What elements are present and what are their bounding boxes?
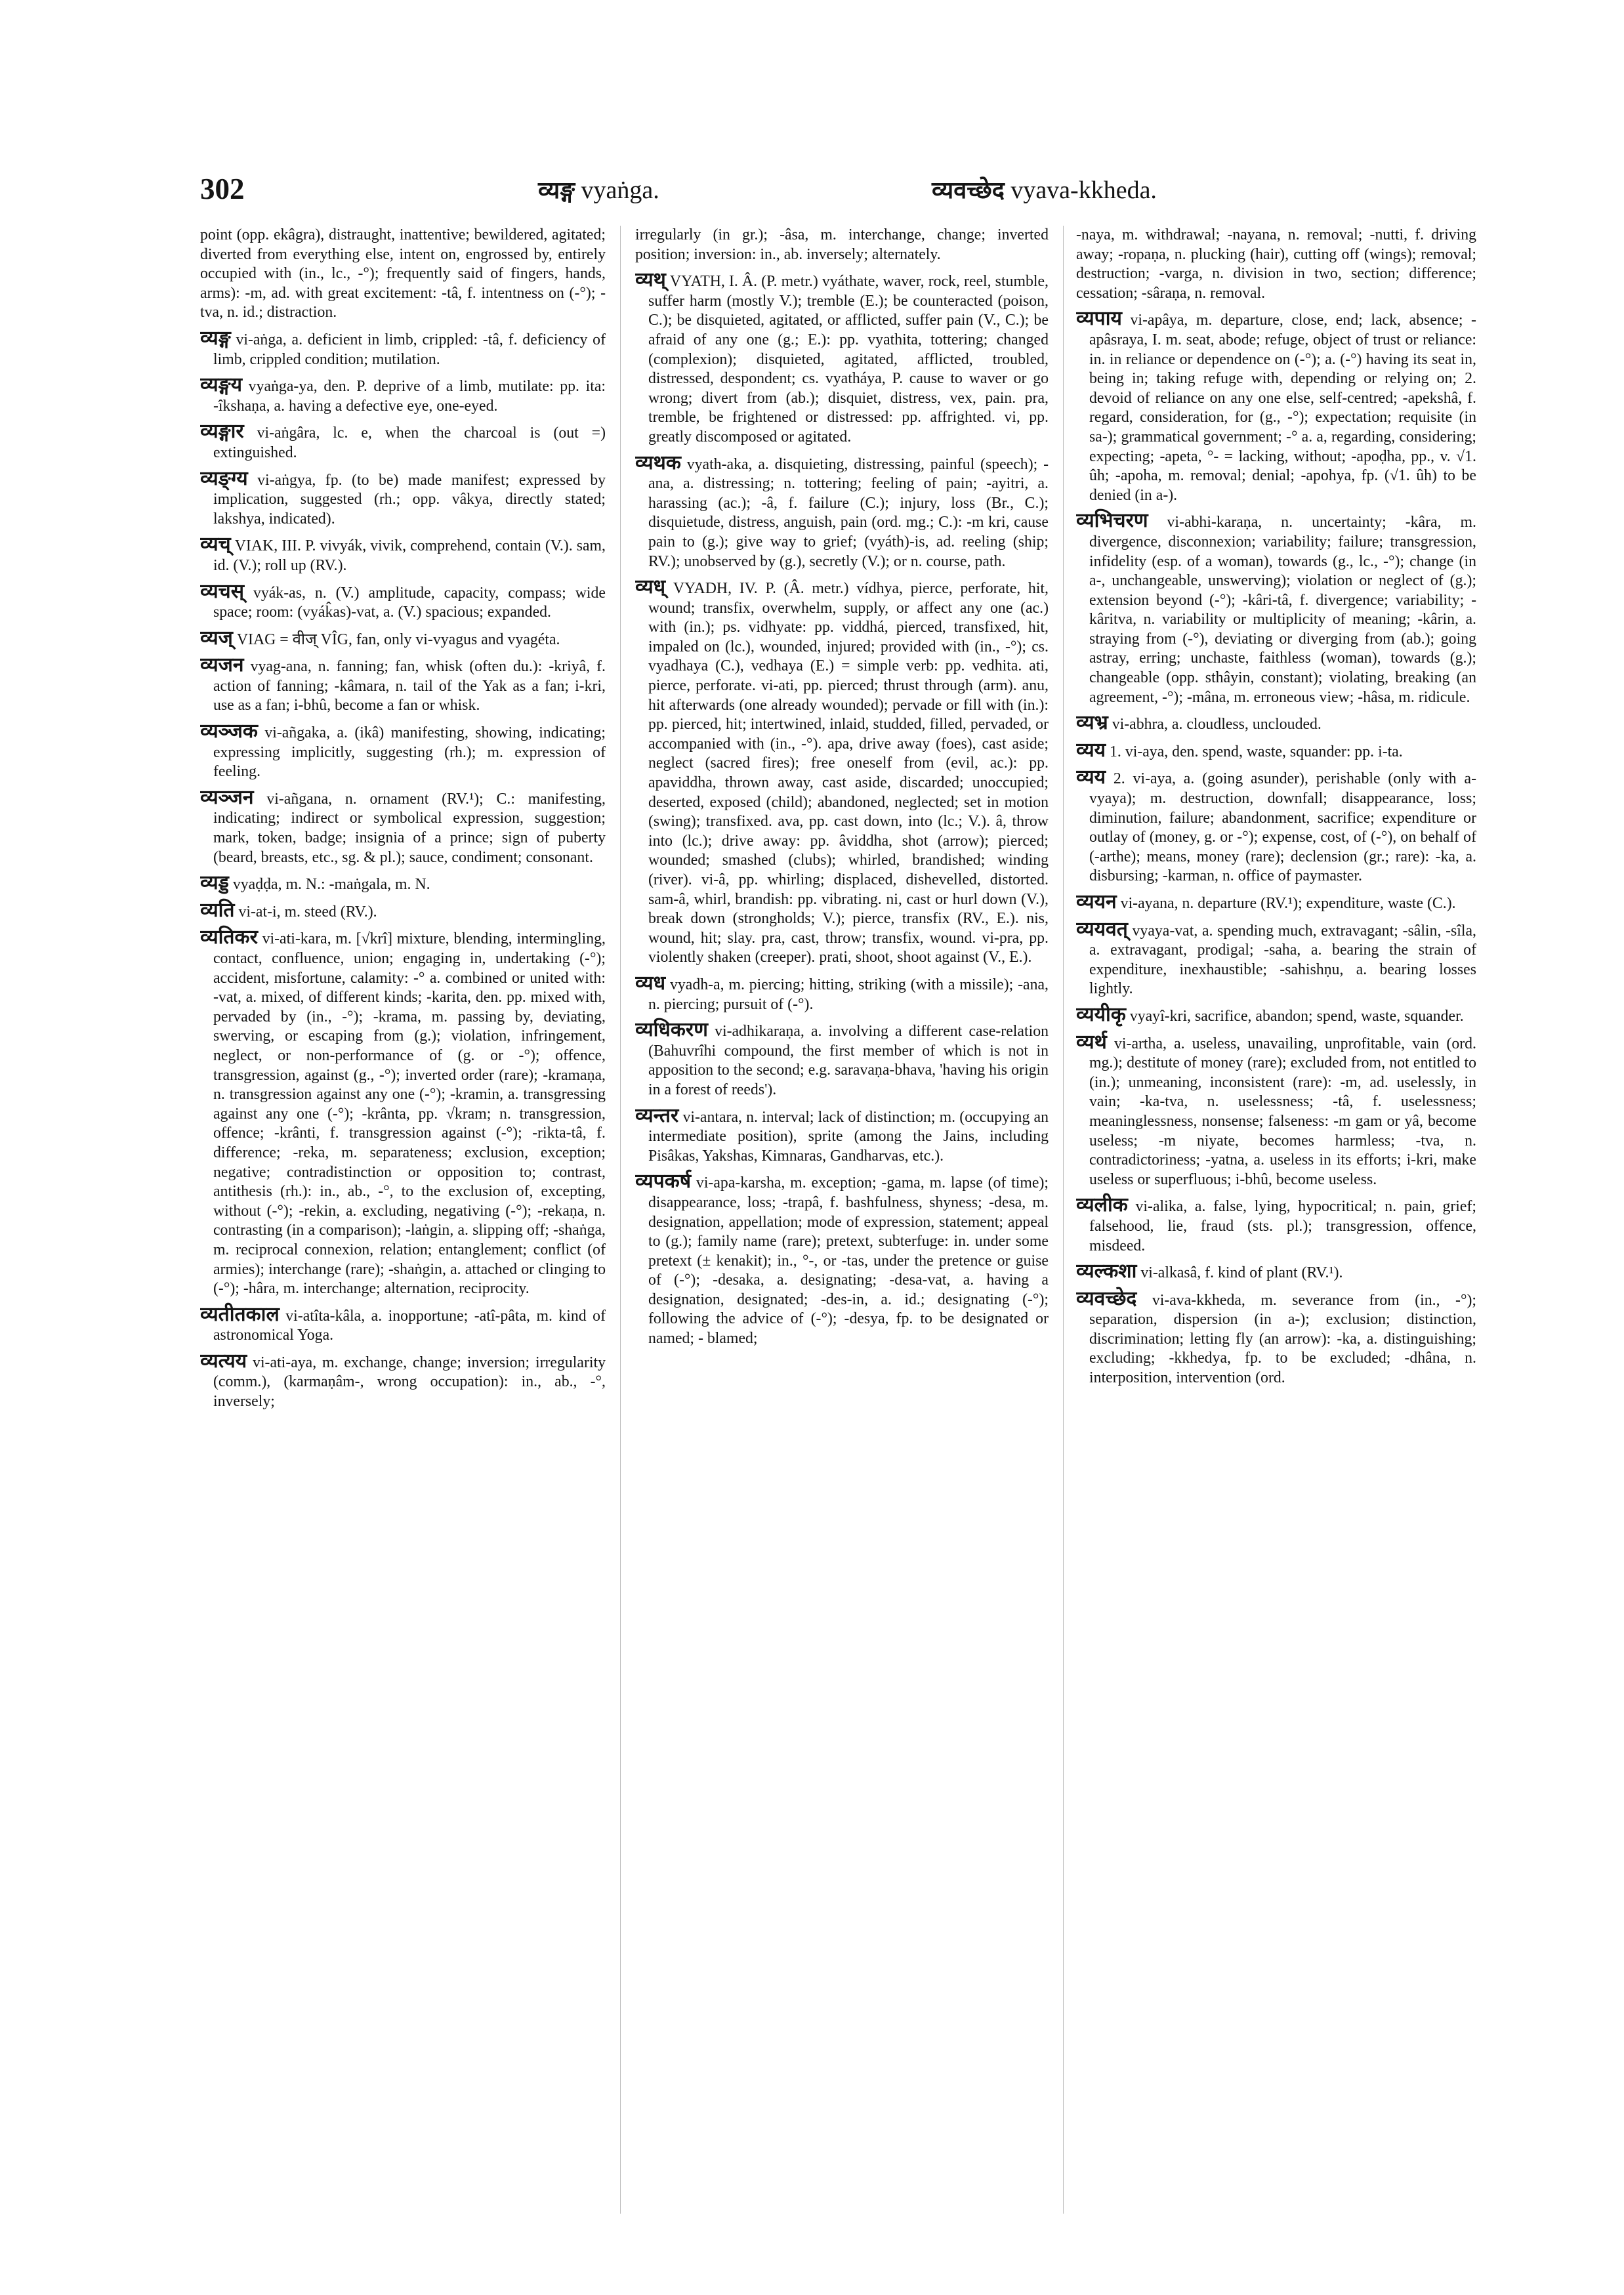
entry-text: vyag-ana, n. fanning; fan, whisk (often du.): -kriyâ, f. action of fanning; -kâmara, n. tail of the Yak as a fan; i-kri, use as a fan; i-bhû, become a fan or whisk. <box>213 658 606 714</box>
entry-headword-devanagari: व्यति <box>200 898 235 922</box>
entry-text: vi-antara, n. interval; lack of distinction; m. (occupying an intermediate position), sprite (among the Jains, including Pisâkas, Yakshas, Kimnaras, Gandharvas, etc.). <box>648 1108 1049 1165</box>
entry-headword-devanagari: व्यङ्ग्य <box>200 466 248 490</box>
entry-text: VIAG = वीज् VÎG, fan, only vi-vyagus and vyagéta. <box>236 631 560 648</box>
dictionary-entry <box>200 466 606 529</box>
dictionary-entry <box>200 1302 606 1346</box>
entry-text: vi-abhra, a. cloudless, unclouded. <box>1112 716 1322 734</box>
dictionary-entry <box>1076 892 1476 914</box>
dictionary-entry <box>200 722 606 782</box>
entry-text: VYATH, I. Â. (P. metr.) vyáthate, waver, rock, reel, stumble, suffer harm (mostly V.); tremble (E.); be counteracted (poison, C.); be disquieted, agitated, or afflicted, suffer pain (V., C.); be afraid of any one (g.; E.): pp. vyathita, tottering; changed (complexion); disquieted, agitated, afflicted, troubled, distressed, despondent; cs. vyatháya, P. cause to waver or go wrong; divert from (ab.); disquiet, distress, vex, pain. pra, tremble, be frightened or distressed: pp. affrighted. vi, pp. greatly discomposed or agitated. <box>648 273 1049 445</box>
entry-text: vi-ati-kara, m. [√krî] mixture, blending, intermingling, contact, confluence, union; engaging in, undertaking (-°); accident, misfortune, calamity: -° a. combined or united with: -vat, a. mixed, of different kinds; -karita, den. pp. mixed with, pervaded by (in., -°); -krama, m. passing by, deviating, swerving, or escaping from (g.); violation, infringement, neglect, or non-performance of (g. or -°); offence, transgression, against (g., -°); inverted order (rare); -kramaṇa, n. transgression against any one (-°); -kramin, a. transgressing against any one (-°); -krânta, pp. √kram; n. transgression, offence; -krânti, f. transgression against (-°); -rikta-tâ, f. difference; -reka, m. separateness; exclusion, exception; negative; contradistinction or opposition to; contrast, antithesis (rh.): in., ab., -°, to the exclusion of, excepting, without (-°); -rekin, a. excluding, negativing (-°); -rekaṇa, n. contrasting (in a comparison); -laṅgin, a. slipping off; -shaṅga, m. reciprocal connexion, relation; entanglement; conflict (of armies); interchange (rare); -shaṅgin, a. attached or clinging to (-°); -hâra, m. interchange; alternation, reciprocity. <box>213 930 606 1298</box>
dictionary-entry <box>200 626 606 650</box>
entry-headword-devanagari: व्यङ्ग <box>200 326 231 350</box>
entry-text: vi-adhikaraṇa, a. involving a different case-relation (Bahuvrîhi compound, the first member of which is not in apposition to the second; e.g. saravaṇa-bhava, 'having his origin in a forest of reeds'). <box>648 1023 1049 1098</box>
entry-headword-devanagari: व्यञ्जक <box>200 720 258 743</box>
column-rule-2 <box>1063 226 1064 2214</box>
entry-text: vi-apa-karsha, m. exception; -gama, m. lapse (of time); disappearance, loss; -trapâ, f. bashfulness, shyness; -desa, m. designation, appellation; mode of expression, statement; appeal to (g.); family name (rare); pretext, subterfuge: in. under some pretext (± kenakit); in., °-, or -tas, under the pretence or guise of (-°); -desaka, a. designating; -desa-vat, a. having a designation, designated; -des-in, a. id.; designating (-°); following the advice of (-°); -desya, fp. to be designated or named; - blamed; <box>648 1174 1049 1348</box>
entry-headword-devanagari: व्यन्तर <box>635 1104 679 1127</box>
entry-text: VIAK, III. P. vivyák, vivik, comprehend, contain (V.). sam, id. (V.); roll up (RV.). <box>213 537 606 574</box>
dictionary-entry <box>200 898 606 922</box>
column-rule-1 <box>620 226 621 2214</box>
dictionary-entry <box>200 1349 606 1412</box>
entry-text: 1. vi-aya, den. spend, waste, squander: pp. i-ta. <box>1110 743 1403 760</box>
entry-headword-devanagari: व्यलीक <box>1076 1193 1128 1217</box>
dictionary-entry <box>1076 1195 1476 1256</box>
entry-text: vi-ati-aya, m. exchange, change; inversion; irregularity (comm.), (karmaṇâm-, wrong occupation): in., ab., -°, inversely; <box>213 1354 606 1411</box>
entry-headword-devanagari: व्यध् <box>635 575 666 599</box>
column-3 <box>1076 226 1476 2217</box>
entry-text: vi-añgana, n. ornament (RV.¹); C.: manifesting, indicating; indirect or symbolical expression, suggestion; mark, token, badge; insignia of a prince; sign of puberty (beard, breasts, etc., sg. & pl.); sauce, condiment; consonant. <box>213 790 606 866</box>
dictionary-entry <box>635 1106 1049 1167</box>
entry-text: vi-alika, a. false, lying, hypocritical; n. pain, grief; falsehood, lie, fraud (sts. pl.); transgression, offence, misdeed. <box>1089 1198 1476 1254</box>
dictionary-entry <box>635 270 1049 447</box>
entry-text: vyath-aka, a. disquieting, distressing, painful (speech); -ana, a. distressing; n. tottering; feeling of pain; -ayitri, a. harassing (ac.); -â, f. failure (C.); injury, loss (Br., C.); disquietude, distress, anguish, pain (ord. mg.; C.): -m kri, cause pain to (g.); give way to grief; (vyáth)-is, ad. reeling (ship; RV.); unobserved by (g.), secretly (V.); or n. course, path. <box>648 455 1049 570</box>
entry-headword-devanagari: व्यवच्छेद <box>1076 1287 1137 1310</box>
left-running-head-devanagari: व्यङ्ग <box>538 177 575 204</box>
dictionary-entry <box>1076 768 1476 886</box>
dictionary-entry <box>200 326 606 369</box>
entry-text: vi-atîta-kâla, a. inopportune; -atî-pâta, m. kind of astronomical Yoga. <box>213 1307 606 1344</box>
entry-text: vyák-as, n. (V.) amplitude, capacity, compass; wide space; room: (vyák̂as)-vat, a. (V.) spacious; expanded. <box>213 584 606 621</box>
dictionary-entry <box>200 579 606 623</box>
column-1 <box>200 226 606 2217</box>
entry-headword-devanagari: व्यड्ड <box>200 871 229 895</box>
dictionary-entry <box>1076 713 1476 735</box>
dictionary-entry <box>200 928 606 1298</box>
entry-continuation <box>635 226 1049 264</box>
entry-headword-devanagari: व्ययवत् <box>1076 917 1128 941</box>
dictionary-entry <box>1076 1262 1476 1283</box>
entry-text: vi-artha, a. useless, unavailing, unprofitable, vain (ord. mg.); destitute of money (rare); excluded from, not entitled to (in.); unmeaning, inconsistent (rare): -m, ad. uselessly, in vain; -ka-tva, n. uselessness; -tâ, f. uselessness; meaninglessness, nonsense; falseness: -m gam or yâ, become useless; -m niyate, becomes harmless; -tva, n. contradictoriness; -yatna, a. useless in its efforts; i-kri, make useless or superfluous; i-bhû, become useless. <box>1089 1035 1476 1188</box>
entry-text: point (opp. ekâgra), distraught, inattentive; bewildered, agitated; diverted from everything else, intent on, engrossed by, entirely occupied with (in., lc., -°); frequently said of fingers, hands, arms): -m, ad. with great excitement: -tâ, f. intentness on (-°); -tva, n. id.; distraction. <box>200 226 606 321</box>
dictionary-entry <box>635 971 1049 1014</box>
dictionary-entry <box>635 1020 1049 1100</box>
dictionary-entry <box>1076 738 1476 762</box>
dictionary-entry <box>1076 1030 1476 1190</box>
entry-text: 2. vi-aya, a. (going asunder), perishable (only with a-vyaya); m. destruction, downfall; disappearance, loss; diminution, failure; abandonment, sacrifice; expenditure or outlay of (money, g. or -°); expense, cost, of (-°), on behalf of (-arthe); means, money (rare); declension (gr.; rare): -ka, a. disbursing; -karman, n. office of paymaster. <box>1089 770 1476 885</box>
entry-headword-devanagari: व्यङ्गय <box>200 373 243 397</box>
entry-headword-devanagari: व्यपकर्ष <box>635 1170 692 1193</box>
page-header <box>200 172 1204 218</box>
entry-text: vyadh-a, m. piercing; hitting, striking (with a missile); -ana, n. piercing; pursuit of (-°). <box>648 976 1049 1013</box>
entry-headword-devanagari: व्यङ्गार <box>200 420 244 444</box>
entry-continuation <box>200 226 606 323</box>
entry-text: vyayî-kri, sacrifice, abandon; spend, waste, squander. <box>1129 1007 1464 1025</box>
dictionary-entry <box>200 375 606 416</box>
entry-text: vyaṅga-ya, den. P. deprive of a limb, mutilate: pp. ita: -îkshaṇa, a. having a defective eye, one-eyed. <box>213 378 606 415</box>
entry-headword-devanagari: व्यथ् <box>635 268 666 292</box>
entry-headword-devanagari: व्यतिकर <box>200 926 258 949</box>
entry-headword-devanagari: व्यज् <box>200 626 233 650</box>
dictionary-entry <box>200 873 606 895</box>
dictionary-entry <box>1076 1005 1476 1027</box>
entry-text: VYADH, IV. P. (Â. metr.) vídhya, pierce, perforate, hit, wound; transfix, overwhelm, supply, or affect any one (ac.) with (in.); ps. vidhyate: pp. viddhá, pierced, transfixed, hit, impaled on (lc.), wounded, injured; provided with (in., -°); cs. vyadhaya (C.), vedhaya (E.) = simple verb: pp. vedhita. ati, pierce, perforate. vi-ati, pp. pierced; thrust through (arm). anu, hit afterwards (one already wounded); pervade or fill with (in.): pp. pierced, hit; intertwined, inlaid, studded, filled, pervaded, or accompanied with (in., -°). apa, drive away (foes), cast aside; neglect (sacred fires); free oneself from (evil, ac.): pp. apaviddha, thrown away, cast aside, discarded; unoccupied; deserted, exposed (child); abandoned, neglected; set in motion (swing); transfixed. ava, pp. cast down, into (lc.; V.). â, throw into (lc.); drive away: pp. âviddha, shot (arrow); pierced; wounded; smashed (clubs); whirled, brandished; winding (river). vi-â, pp. whirling; displaced, dishevelled, distorted. sam-â, whirl, brandish: pp. vibrating. ni, cast or hurl down (V.), break down (strongholds; V.); pierce, transfix (RV., E.). nis, wound, hit; slay. pra, cast, throw; transfix, wound. vi-pra, pp. violently shaken (creeper). prati, shoot, shoot against (V., E.). <box>648 580 1049 966</box>
entry-text: vi-alkasâ, f. kind of plant (RV.¹). <box>1140 1264 1343 1282</box>
column-2 <box>635 226 1049 2217</box>
entry-text: vi-aṅga, a. deficient in limb, crippled: -tâ, f. deficiency of limb, crippled condition; mutilation. <box>213 331 606 368</box>
entry-text: vyaya-vat, a. spending much, extravagant; -sâlin, -sîla, a. extravagant, prodigal; -saha, a. bearing the strain of expenditure, inexhaustible; -sahishṇu, a. bearing losses lightly. <box>1089 922 1476 998</box>
dictionary-entry <box>200 785 606 867</box>
entry-text: irregularly (in gr.); -âsa, m. interchange, change; inverted position; inversion: in., ab. inversely; alternately. <box>635 226 1049 263</box>
dictionary-entry <box>1076 511 1476 707</box>
entry-headword-devanagari: व्यजन <box>200 653 244 677</box>
entry-text: vi-at-i, m. steed (RV.). <box>238 903 377 920</box>
entry-headword-devanagari: व्यधिकरण <box>635 1018 708 1042</box>
entry-headword-devanagari: व्यचस् <box>200 579 244 603</box>
entry-headword-devanagari: व्यभिचरण <box>1076 509 1148 533</box>
dictionary-entry <box>1076 309 1476 505</box>
entry-text: vi-abhi-karaṇa, n. uncertainty; -kâra, m. divergence, disconnexion; variability; failure; transgression, infidelity (esp. of a woman), towards (g., lc., -°); change (in a-, unchangeable, unswerving); violation or neglect of (g.); extension beyond (-°); -kâri-tâ, f. divergence; variability; -kâritva, n. variability or multiplicity of meaning; -kârin, a. straying from (-°), deviating or diverging from (ab.); going astray, erring; unchaste, faithless (woman), towards (g.); changeable (opp. sthâyin, constant); violating, breaking (an agreement, -°); -mâna, m. erroneous view; -hâsa, m. ridicule. <box>1089 514 1476 706</box>
entry-headword-devanagari: व्यल्कशा <box>1076 1260 1137 1283</box>
dictionary-entry <box>635 453 1049 572</box>
entry-headword-devanagari: व्यय <box>1076 738 1106 762</box>
entry-text: vi-ayana, n. departure (RV.¹); expenditure, waste (C.). <box>1120 895 1456 912</box>
left-running-head <box>538 173 659 205</box>
entry-headword-devanagari: व्यतीतकाल <box>200 1302 280 1326</box>
page-number: 302 <box>200 173 245 205</box>
dictionary-entry <box>200 535 606 575</box>
entry-headword-devanagari: व्यत्यय <box>200 1349 247 1373</box>
entry-headword-devanagari: व्ययीकृ <box>1076 1003 1126 1026</box>
dictionary-entry <box>635 577 1049 968</box>
entry-text: -naya, m. withdrawal; -nayana, n. removal; -nutti, f. driving away; -ropaṇa, n. plucking (hair), cutting off (wings); removal; destruction; -varga, n. division in two, section; difference; cessation; -sâraṇa, n. removal. <box>1076 226 1476 302</box>
entry-headword-devanagari: व्यञ्जन <box>200 785 254 809</box>
entry-text: vi-añgaka, a. (ikâ) manifesting, showing, indicating; expressing implicitly, suggesting (rh.); m. expression of feeling. <box>213 724 606 781</box>
entry-headword-devanagari: व्यच् <box>200 533 231 556</box>
entry-headword-devanagari: व्यध <box>635 971 666 995</box>
right-running-head <box>932 173 1157 205</box>
entry-text: vi-aṅgâra, lc. e, when the charcoal is (out =) extinguished. <box>213 424 606 461</box>
dictionary-entry <box>200 422 606 463</box>
entry-headword-devanagari: व्यपाय <box>1076 307 1122 331</box>
right-running-head-devanagari: व्यवच्छेद <box>932 177 1005 204</box>
dictionary-entry <box>200 655 606 716</box>
dictionary-entry <box>1076 1289 1476 1388</box>
entry-text: vi-ava-kkheda, m. severance from (in., -°); separation, dispersion (in a-); exclusion; distinction, discrimination; letting fly (an arrow): -ka, a. distinguishing; excluding; -kkhedya, fp. to be excluded; -dhâna, n. interposition, intervention (ord. <box>1089 1291 1476 1387</box>
entry-headword-devanagari: व्यभ्र <box>1076 711 1108 735</box>
dictionary-entry <box>1076 917 1476 999</box>
entry-text: vyaḍḍa, m. N.: -maṅgala, m. N. <box>232 876 430 894</box>
entry-continuation <box>1076 226 1476 303</box>
dictionary-entry <box>635 1172 1049 1348</box>
entry-text: vi-aṅgya, fp. (to be) made manifest; expressed by implication, suggested (rh.; opp. vâkya, directly stated; lakshya, indicated). <box>213 471 606 527</box>
left-running-head-word: vyaṅga. <box>581 176 659 204</box>
right-running-head-word: vyava-kkheda. <box>1010 176 1157 204</box>
entry-text: vi-apâya, m. departure, close, end; lack, absence; -apâsraya, I. m. seat, abode; refuge, object of trust or reliance: in. in reliance or dependence on (-°); a. (-°) having its seat in, being in; taking refuge with, depending or relying on; 2. devoid of reliance on any one else, self-centred; -apekshâ, f. regard, consideration, for (g., -°); expectation; requisite (in sa-); grammatical government; -° a. a, regarding, considering; expecting; -apeta, °- = lacking, without; -apoḍha, pp., v. √1. ûh; -apoha, m. removal; denial; -apohya, fp. (√1. ûh) to be denied (in a-). <box>1089 312 1476 504</box>
entry-headword-devanagari: व्यथक <box>635 451 681 474</box>
entry-headword-devanagari: व्यर्थ <box>1076 1030 1107 1054</box>
entry-headword-devanagari: व्यय <box>1076 766 1106 789</box>
entry-headword-devanagari: व्ययन <box>1076 890 1117 913</box>
